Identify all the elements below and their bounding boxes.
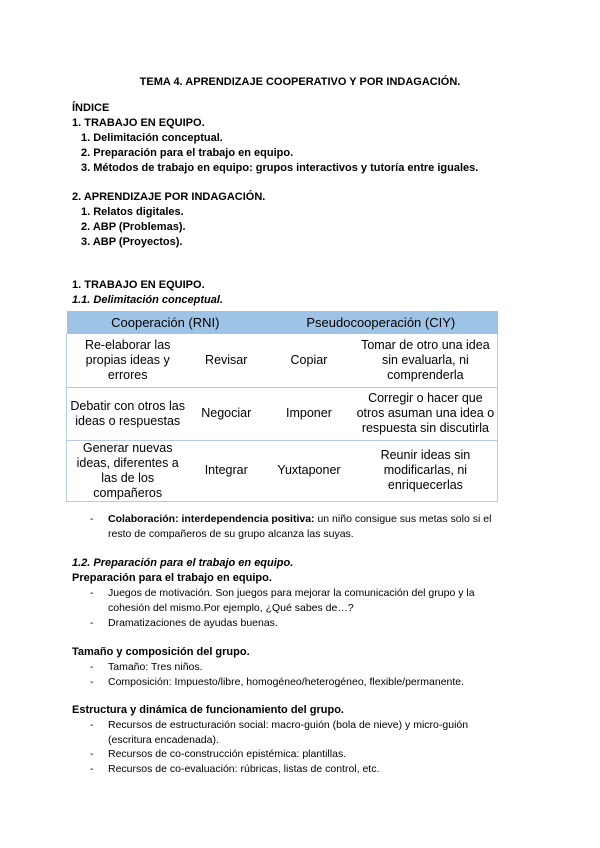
table-cell: Reunir ideas sin modificarlas, ni enriquecerlas	[354, 440, 498, 501]
bullet-dash: -	[90, 587, 94, 599]
table-row	[67, 334, 498, 387]
index-item: 2. Preparación para el trabajo en equipo.	[81, 147, 294, 159]
table-cell: Imponer	[264, 387, 354, 440]
bullet-dash: -	[90, 763, 94, 775]
paragraph-heading: Preparación para el trabajo en equipo.	[72, 572, 272, 584]
collaboration-line	[108, 512, 528, 526]
collaboration-text: un niño consigue sus metas solo si el	[314, 513, 492, 525]
bullet-dash: -	[90, 719, 94, 731]
list-item-cont: (escritura encadenada).	[108, 734, 219, 746]
table-cell: Negociar	[188, 387, 264, 440]
list-item: Tamaño: Tres niños.	[108, 661, 203, 673]
table-header-row	[67, 311, 498, 334]
table-cell: Tomar de otro una idea sin evaluarla, ni comprenderla	[354, 334, 498, 387]
table-row	[67, 440, 498, 501]
table-cell: Generar nuevas ideas, diferentes a las de los compañeros	[67, 440, 189, 501]
bullet-dash: -	[90, 676, 94, 688]
index-item: 1. Delimitación conceptual.	[81, 132, 223, 144]
subsection-heading: 1.1. Delimitación conceptual.	[72, 294, 223, 306]
table-cell: Copiar	[290, 352, 328, 367]
table-cell: Revisar	[205, 352, 248, 367]
table-row	[67, 387, 498, 440]
bullet-dash: -	[90, 748, 94, 760]
list-item: Recursos de co-construcción epistémica: plantillas.	[108, 748, 347, 760]
collaboration-term: Colaboración: interdependencia positiva:	[108, 513, 315, 525]
list-item-cont: cohesión del mismo.Por ejemplo, ¿Qué sabes de…?	[108, 602, 354, 614]
table-cell: Re-elaborar las propias ideas y errores	[67, 334, 189, 387]
comparison-table	[66, 311, 498, 502]
document-title: TEMA 4. APRENDIZAJE COOPERATIVO Y POR INDAGACIÓN.	[139, 76, 461, 88]
bullet-dash: -	[90, 617, 94, 629]
table-cell: Debatir con otros las ideas o respuestas	[67, 387, 189, 440]
section-heading: 1. TRABAJO EN EQUIPO.	[72, 279, 205, 291]
paragraph-heading: Estructura y dinámica de funcionamiento del grupo.	[72, 704, 344, 716]
list-item: Recursos de estructuración social: macro-guión (bola de nieve) y micro-guión	[108, 719, 469, 731]
collaboration-text-cont: resto de compañeros de su grupo alcanza las suyas.	[108, 528, 354, 540]
table-cell: Yuxtaponer	[264, 440, 354, 501]
index-item: 3. Métodos de trabajo en equipo: grupos interactivos y tutoría entre iguales.	[81, 162, 479, 174]
index-item: 2. ABP (Problemas).	[81, 221, 186, 233]
table-cell: Corregir o hacer que otros asuman una idea o respuesta sin discutirla	[354, 387, 498, 440]
table-header-cooperation: Cooperación (RNI)	[67, 311, 265, 334]
list-item: Recursos de co-evaluación: rúbricas, listas de control, etc.	[108, 763, 380, 775]
list-item: Juegos de motivación. Son juegos para mejorar la comunicación del grupo y la	[108, 587, 475, 599]
table-cell: Integrar	[188, 440, 264, 501]
subsection-heading: 1.2. Preparación para el trabajo en equipo.	[72, 557, 294, 569]
bullet-dash: -	[90, 661, 94, 673]
bullet-dash: -	[90, 513, 94, 525]
index-item: 1. Relatos digitales.	[81, 206, 184, 218]
paragraph-heading: Tamaño y composición del grupo.	[72, 646, 250, 658]
list-item: Dramatizaciones de ayudas buenas.	[108, 617, 278, 629]
index-section-2: 2. APRENDIZAJE POR INDAGACIÓN.	[72, 191, 266, 203]
index-section-1: 1. TRABAJO EN EQUIPO.	[72, 117, 205, 129]
index-item: 3. ABP (Proyectos).	[81, 236, 183, 248]
index-heading: ÍNDICE	[72, 102, 110, 114]
list-item: Composición: Impuesto/libre, homogéneo/heterogéneo, flexible/permanente.	[108, 676, 465, 688]
table-header-pseudocooperation: Pseudocooperación (CIY)	[264, 311, 497, 334]
